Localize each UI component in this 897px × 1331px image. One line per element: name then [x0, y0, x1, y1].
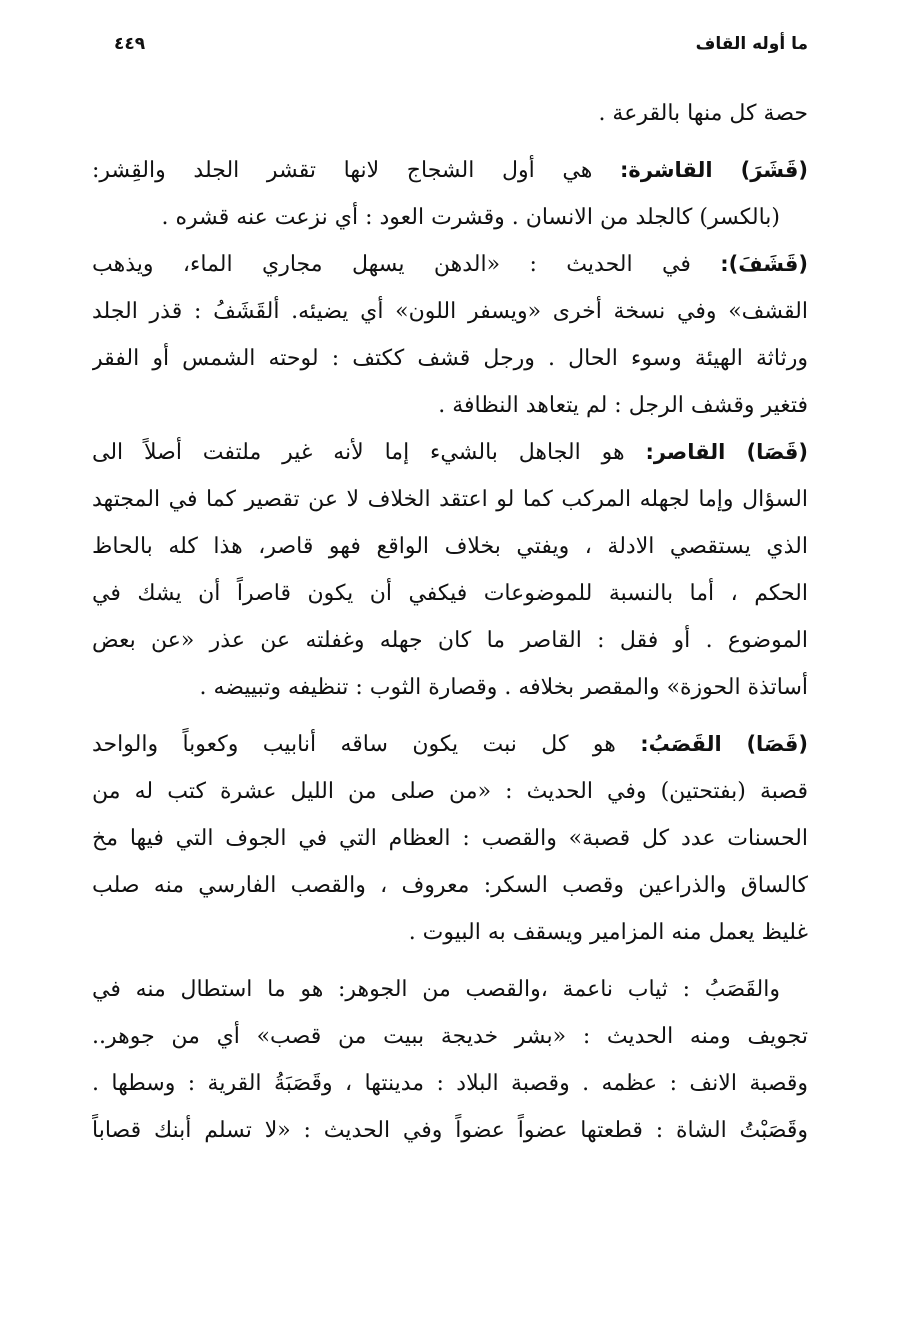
- entry-wal-qasab: [92, 966, 808, 1154]
- text-line: غليظ يعمل منه المزامير ويسقف به البيوت .: [408, 920, 808, 945]
- running-title: ما أوله القاف: [695, 34, 808, 54]
- text-line: (قَصَا) القاصر: هو الجاهل بالشيء إما لأنه غير ملتفت أصلاً الى: [92, 440, 808, 465]
- text-line: كالساق والذراعين وقصب السكر: معروف ، والقصب الفارسي منه صلب: [92, 873, 808, 898]
- text-line: السؤال وإما لجهله المركب كما لو اعتقد الخلاف لا عن تقصير كما في المجتهد: [92, 487, 808, 512]
- page-header: [92, 26, 808, 66]
- text-line: (بالكسر) كالجلد من الانسان . وقشرت العود : أي نزعت عنه قشره .: [161, 205, 780, 230]
- text-line: ورثاثة الهيئة وسوء الحال . ورجل قشف ككتف : لوحته الشمس أو الفقر: [92, 346, 808, 371]
- text-line: أساتذة الحوزة» والمقصر بخلافه . وقصارة الثوب : تنظيفه وتبييضه .: [199, 675, 808, 700]
- text-line: فتغير وقشف الرجل : لم يتعاهد النظافة .: [438, 393, 808, 418]
- text-line: الحكم ، أما بالنسبة للموضوعات فيكفي أن يكون قاصراً أن يشك في: [92, 581, 808, 606]
- entry-al-qasir: [92, 429, 808, 711]
- text-line: حصة كل منها بالقرعة .: [598, 101, 808, 126]
- text-line: وقصبة الانف : عظمه . وقصبة البلاد : مدينتها ، وقَصَبَةُ القرية : وسطها .: [92, 1071, 808, 1096]
- entry-al-qasab: [92, 721, 808, 956]
- text-line: وقَصَبْتُ الشاة : قطعتها عضواً عضواً وفي الحديث : «لا تسلم أبنك قصاباً: [92, 1118, 808, 1143]
- entry-heading: (قَشَرَ) القاشرة:: [620, 158, 808, 182]
- text-line: قصبة (بفتحتين) وفي الحديث : «من صلى من الليل عشرة كتب له من: [92, 779, 808, 804]
- entry-heading: (قَصَا) القَصَبُ:: [640, 732, 808, 756]
- text-line: الذي يستقصي الادلة ، ويفتي بخلاف الواقع فهو قاصر، هذا كله بالحاظ: [92, 534, 808, 559]
- entry-qashafa: [92, 241, 808, 429]
- text-line: والقَصَبُ : ثياب ناعمة ،والقصب من الجوهر: هو ما استطال منه في: [92, 977, 780, 1002]
- entry-heading: (قَشَفَ):: [720, 252, 808, 276]
- text-line: (قَشَفَ): في الحديث : «الدهن يسهل مجاري الماء، ويذهب: [92, 252, 808, 277]
- text-line: الحسنات عدد كل قصبة» والقصب : العظام التي في الجوف التي فيها مخ: [92, 826, 808, 851]
- text-line: تجويف ومنه الحديث : «بشر خديجة ببيت من قصب» أي من جوهر..: [92, 1024, 808, 1049]
- entry-heading: (قَصَا) القاصر:: [645, 440, 808, 464]
- text-line: (قَصَا) القَصَبُ: هو كل نبت يكون ساقه أنابيب وكعوباً والواحد: [92, 732, 808, 757]
- dictionary-body: [92, 90, 808, 1154]
- text-line: الموضوع . أو فقل : القاصر ما كان جهله وغفلته عن عذر «عن بعض: [92, 628, 808, 653]
- text-line: (قَشَرَ) القاشرة: هي أول الشجاج لانها تقشر الجلد والقِشر:: [92, 158, 808, 183]
- entry-qashara: [92, 147, 808, 241]
- page-number: ٤٤٩: [114, 34, 146, 54]
- text-line: القشف» وفي نسخة أخرى «ويسفر اللون» أي يضيئه. ألقَشَفُ : قذر الجلد: [92, 299, 808, 324]
